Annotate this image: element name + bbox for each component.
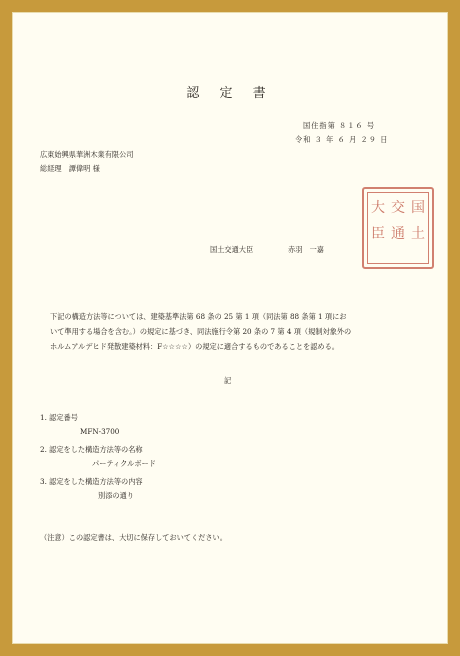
body-line: ホルムアルデヒド発散建築材料：F☆☆☆☆）の規定に適合するものであることを認める。 <box>50 342 339 351</box>
issue-date: 令和 ３ 年 ６ 月 ２９ 日 <box>295 135 389 144</box>
addressee: 総経理 譚偉明 様 <box>40 164 100 173</box>
seal-glyph: 大 <box>371 200 385 216</box>
item-label: 2. 認定をした構造方法等の名称 <box>40 445 143 454</box>
ki-heading: 記 <box>224 376 232 385</box>
item-label: 3. 認定をした構造方法等の内容 <box>40 477 143 486</box>
seal-glyph: 土 <box>411 226 425 242</box>
item-value: MFN-3700 <box>80 427 120 436</box>
seal-glyph: 交 <box>391 200 405 216</box>
body-line: 下記の構造方法等については、建築基準法第 68 条の 25 第 1 項（同法第 88 条第 1 項にお <box>50 312 347 321</box>
issuer-name: 赤羽 一嘉 <box>288 245 324 254</box>
company-name: 広東始興県華洲木業有限公司 <box>40 150 134 159</box>
certificate-paper <box>12 12 448 644</box>
item-label: 1. 認定番号 <box>40 413 78 422</box>
body-line: いて準用する場合を含む。）の規定に基づき、同法施行令第 20 条の 7 第 4 項（規制対象外の <box>50 327 352 336</box>
reference-number: 国住指第 ８１６ 号 <box>303 121 376 130</box>
item-value: パーティクルボード <box>92 459 156 468</box>
seal-glyph: 通 <box>391 226 405 242</box>
certificate-body <box>50 309 430 354</box>
item-value: 別添の通り <box>98 491 134 500</box>
care-note: （注意）この認定書は、大切に保存しておいてください。 <box>40 533 227 542</box>
seal-glyph: 国 <box>411 200 425 216</box>
seal-glyph: 臣 <box>371 226 385 242</box>
official-seal <box>362 187 434 269</box>
certificate-title: 認 定 書 <box>186 86 274 101</box>
issuer-title: 国土交通大臣 <box>210 245 254 254</box>
